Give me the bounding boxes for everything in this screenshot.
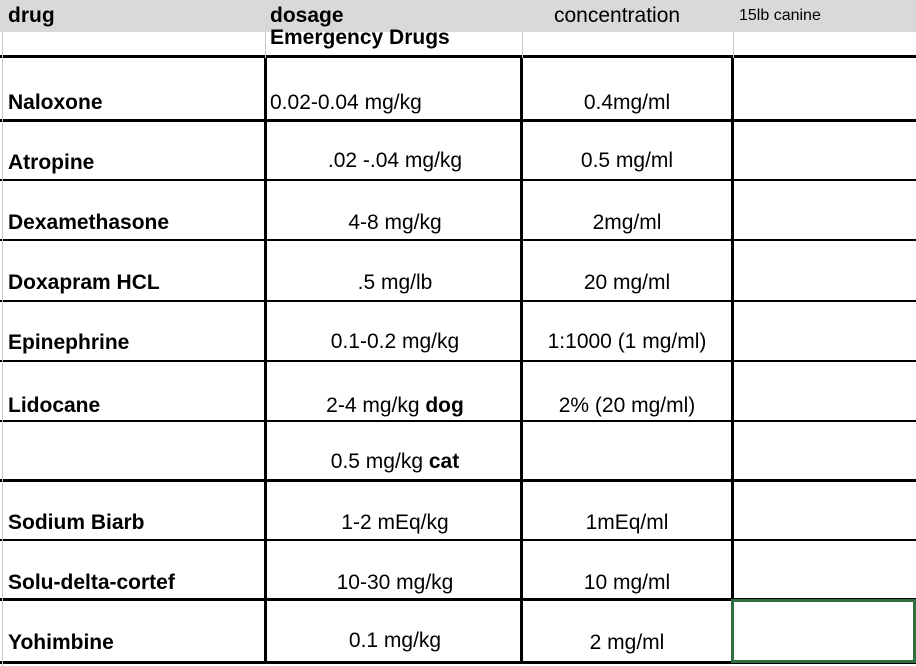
active-cell-selection[interactable] bbox=[731, 599, 916, 663]
section-title[interactable]: Emergency Drugs bbox=[270, 26, 450, 49]
cell-dosage[interactable]: .5 mg/lb bbox=[357, 271, 433, 294]
col-divider bbox=[2, 32, 3, 666]
cell-dosage[interactable]: 0.1 mg/kg bbox=[348, 629, 442, 652]
dosage-amount: 0.5 mg/kg bbox=[330, 450, 423, 473]
row-divider bbox=[0, 300, 916, 302]
cell-concentration[interactable]: 20 mg/ml bbox=[583, 271, 671, 294]
row-divider bbox=[0, 179, 916, 181]
cell-drug[interactable]: Yohimbine bbox=[8, 631, 114, 654]
col-divider bbox=[265, 32, 266, 58]
cell-drug[interactable]: Doxapram HCL bbox=[8, 271, 160, 294]
header-drug[interactable]: drug bbox=[8, 4, 55, 27]
row-divider bbox=[0, 420, 916, 422]
row-divider bbox=[0, 539, 916, 541]
cell-concentration[interactable]: 10 mg/ml bbox=[583, 571, 671, 594]
row-divider bbox=[0, 239, 916, 241]
dosage-species: dog bbox=[425, 394, 464, 417]
cell-dosage[interactable]: 0.02-0.04 mg/kg bbox=[270, 91, 422, 114]
header-dosage[interactable]: dosage bbox=[270, 4, 344, 27]
header-concentration[interactable]: concentration bbox=[554, 4, 681, 27]
cell-drug[interactable]: Sodium Biarb bbox=[8, 511, 145, 534]
cell-concentration[interactable]: 1mEq/ml bbox=[585, 511, 669, 534]
cell-dosage[interactable]: 4-8 mg/kg bbox=[348, 211, 442, 234]
cell-drug[interactable]: Atropine bbox=[8, 151, 95, 174]
cell-dosage[interactable]: .02 -.04 mg/kg bbox=[327, 149, 463, 172]
row-divider bbox=[0, 360, 916, 362]
cell-dosage[interactable]: 1-2 mEq/kg bbox=[341, 511, 449, 534]
cell-drug[interactable]: Solu-delta-cortef bbox=[8, 571, 175, 594]
cell-drug[interactable]: Naloxone bbox=[8, 91, 103, 114]
cell-concentration[interactable]: 0.4mg/ml bbox=[583, 91, 671, 114]
cell-dosage[interactable]: 0.1-0.2 mg/kg bbox=[330, 330, 460, 353]
header-patient[interactable]: 15lb canine bbox=[739, 7, 821, 24]
cell-dosage[interactable] bbox=[268, 394, 522, 418]
dosage-species: cat bbox=[428, 450, 460, 473]
dosage-amount: 2-4 mg/kg bbox=[326, 394, 420, 417]
cell-concentration[interactable]: 1:1000 (1 mg/ml) bbox=[547, 330, 707, 353]
cell-drug[interactable]: Dexamethasone bbox=[8, 211, 170, 234]
cell-drug[interactable]: Lidocane bbox=[8, 394, 101, 417]
row-divider bbox=[0, 479, 916, 482]
cell-concentration[interactable]: 2% (20 mg/ml) bbox=[558, 394, 696, 417]
col-divider bbox=[733, 32, 734, 58]
cell-concentration[interactable]: 2mg/ml bbox=[592, 211, 662, 234]
cell-concentration[interactable]: 2 mg/ml bbox=[589, 631, 665, 654]
cell-dosage[interactable]: 10-30 mg/kg bbox=[336, 571, 454, 594]
cell-concentration[interactable]: 0.5 mg/ml bbox=[580, 149, 674, 172]
row-divider bbox=[0, 119, 916, 122]
row-divider bbox=[0, 55, 916, 58]
col-divider bbox=[522, 32, 523, 58]
cell-dosage[interactable] bbox=[268, 450, 522, 474]
col-divider bbox=[264, 58, 267, 664]
cell-drug[interactable]: Epinephrine bbox=[8, 331, 130, 354]
